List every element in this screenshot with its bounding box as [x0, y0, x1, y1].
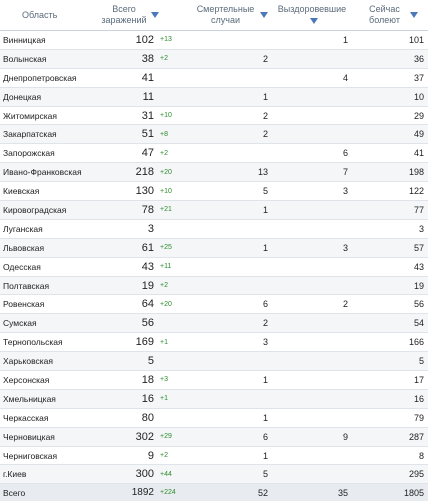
cell-sick: 122	[352, 182, 428, 201]
cell-total: 19	[98, 276, 158, 295]
cell-region: Полтавская	[0, 276, 98, 295]
cell-recovered	[272, 314, 352, 333]
cell-total: 47	[98, 144, 158, 163]
cell-sick: 49	[352, 125, 428, 144]
cell-sick: 287	[352, 427, 428, 446]
cell-recovered: 6	[272, 144, 352, 163]
cell-deaths: 2	[190, 106, 272, 125]
cell-total: 41	[98, 68, 158, 87]
column-header-recovered[interactable]	[272, 0, 352, 31]
column-header-deaths[interactable]	[190, 0, 272, 31]
column-header-sick[interactable]	[352, 0, 428, 31]
cell-sick: 36	[352, 49, 428, 68]
table-row	[0, 352, 428, 371]
cell-delta: +29	[158, 427, 190, 446]
cell-sick: 77	[352, 201, 428, 220]
cell-deaths: 2	[190, 314, 272, 333]
cell-deaths: 1	[190, 446, 272, 465]
cell-recovered: 9	[272, 427, 352, 446]
cell-total: 9	[98, 446, 158, 465]
table-row	[0, 68, 428, 87]
cell-deaths: 13	[190, 163, 272, 182]
deaths-header-label: Смертельные случаи	[196, 4, 255, 25]
cell-region: Черкасская	[0, 408, 98, 427]
cell-deaths	[190, 219, 272, 238]
table-row	[0, 408, 428, 427]
cell-delta: +44	[158, 465, 190, 484]
cell-region: Харьковская	[0, 352, 98, 371]
cell-recovered	[272, 201, 352, 220]
cell-recovered	[272, 257, 352, 276]
cell-total: 61	[98, 238, 158, 257]
cell-deaths: 5	[190, 465, 272, 484]
cell-recovered	[272, 106, 352, 125]
cell-total: 31	[98, 106, 158, 125]
cell-recovered	[272, 465, 352, 484]
cell-delta: +21	[158, 201, 190, 220]
table-row	[0, 87, 428, 106]
cell-region: Ровенская	[0, 295, 98, 314]
cell-deaths: 2	[190, 125, 272, 144]
sort-down-icon[interactable]	[260, 12, 268, 18]
cell-sick: 166	[352, 333, 428, 352]
cell-deaths	[190, 389, 272, 408]
cell-sick: 79	[352, 408, 428, 427]
cell-delta: +10	[158, 106, 190, 125]
cell-delta	[158, 219, 190, 238]
total-row-delta: +224	[158, 484, 190, 501]
table-row	[0, 31, 428, 50]
cell-sick: 5	[352, 352, 428, 371]
cell-total: 18	[98, 371, 158, 390]
cell-region: Одесская	[0, 257, 98, 276]
cell-sick: 8	[352, 446, 428, 465]
cell-delta: +3	[158, 371, 190, 390]
cell-deaths	[190, 352, 272, 371]
table-row	[0, 182, 428, 201]
cell-total: 3	[98, 219, 158, 238]
cell-recovered: 1	[272, 31, 352, 50]
cell-recovered	[272, 87, 352, 106]
cell-region: Хмельницкая	[0, 389, 98, 408]
cell-total: 38	[98, 49, 158, 68]
cell-sick: 3	[352, 219, 428, 238]
table-row	[0, 238, 428, 257]
cell-total: 102	[98, 31, 158, 50]
cell-recovered: 4	[272, 68, 352, 87]
cell-delta	[158, 68, 190, 87]
cell-region: Черновицкая	[0, 427, 98, 446]
cell-total: 302	[98, 427, 158, 446]
cell-region: Волынская	[0, 49, 98, 68]
cell-delta: +1	[158, 389, 190, 408]
total-row-deaths: 52	[190, 484, 272, 501]
cell-region: Тернопольская	[0, 333, 98, 352]
cell-delta: +10	[158, 182, 190, 201]
table-row	[0, 257, 428, 276]
cell-delta: +20	[158, 295, 190, 314]
cell-delta: +2	[158, 144, 190, 163]
cell-sick: 17	[352, 371, 428, 390]
cell-recovered	[272, 276, 352, 295]
cell-delta	[158, 87, 190, 106]
cell-total: 5	[98, 352, 158, 371]
table-row	[0, 125, 428, 144]
cell-total: 300	[98, 465, 158, 484]
cell-region: Сумская	[0, 314, 98, 333]
table-row	[0, 276, 428, 295]
cell-recovered	[272, 446, 352, 465]
cell-recovered	[272, 333, 352, 352]
cell-region: Днепропетровская	[0, 68, 98, 87]
cell-recovered: 2	[272, 295, 352, 314]
cell-recovered: 3	[272, 238, 352, 257]
cell-region: Черниговская	[0, 446, 98, 465]
cell-recovered	[272, 352, 352, 371]
cell-deaths	[190, 31, 272, 50]
column-header-region[interactable]	[0, 0, 98, 31]
table-row	[0, 446, 428, 465]
cell-total: 80	[98, 408, 158, 427]
table-row	[0, 201, 428, 220]
table-row	[0, 163, 428, 182]
cell-deaths: 6	[190, 295, 272, 314]
table-row	[0, 314, 428, 333]
cell-region: Луганская	[0, 219, 98, 238]
cell-delta	[158, 352, 190, 371]
cell-delta: +20	[158, 163, 190, 182]
region-header-label: Область	[22, 9, 58, 20]
cell-recovered	[272, 371, 352, 390]
cell-deaths: 6	[190, 427, 272, 446]
cell-sick: 57	[352, 238, 428, 257]
cell-recovered	[272, 219, 352, 238]
cell-total: 16	[98, 389, 158, 408]
cell-region: Закарпатская	[0, 125, 98, 144]
cell-sick: 10	[352, 87, 428, 106]
cell-recovered	[272, 125, 352, 144]
cell-recovered: 7	[272, 163, 352, 182]
table-row	[0, 371, 428, 390]
cell-region: Житомирская	[0, 106, 98, 125]
cell-deaths: 1	[190, 87, 272, 106]
cell-sick: 29	[352, 106, 428, 125]
total-row-total: 1892	[98, 484, 158, 501]
table-row	[0, 106, 428, 125]
cell-sick: 16	[352, 389, 428, 408]
total-header-label: Всего заражений	[101, 4, 147, 25]
cell-deaths: 5	[190, 182, 272, 201]
recovered-header-label: Выздоровевшие	[277, 4, 347, 14]
table-row	[0, 49, 428, 68]
cell-region: г.Киев	[0, 465, 98, 484]
cell-total: 11	[98, 87, 158, 106]
cell-sick: 54	[352, 314, 428, 333]
table-row	[0, 295, 428, 314]
cell-delta: +2	[158, 49, 190, 68]
cell-total: 43	[98, 257, 158, 276]
cell-deaths	[190, 276, 272, 295]
cell-sick: 56	[352, 295, 428, 314]
cell-deaths: 1	[190, 408, 272, 427]
cell-sick: 295	[352, 465, 428, 484]
cell-total: 51	[98, 125, 158, 144]
sort-down-icon[interactable]	[310, 18, 318, 24]
cell-deaths: 1	[190, 238, 272, 257]
cell-total: 56	[98, 314, 158, 333]
total-row	[0, 484, 428, 501]
header-row	[0, 0, 428, 31]
column-header-total[interactable]	[98, 0, 190, 31]
cell-sick: 19	[352, 276, 428, 295]
cell-delta: +13	[158, 31, 190, 50]
cell-total: 218	[98, 163, 158, 182]
table-row	[0, 427, 428, 446]
cell-region: Ивано-Франковская	[0, 163, 98, 182]
cell-region: Кировоградская	[0, 201, 98, 220]
cell-region: Херсонская	[0, 371, 98, 390]
cell-delta	[158, 408, 190, 427]
table-row	[0, 219, 428, 238]
cell-deaths: 1	[190, 371, 272, 390]
cell-deaths: 1	[190, 201, 272, 220]
table-row	[0, 333, 428, 352]
cell-total: 130	[98, 182, 158, 201]
cell-delta: +2	[158, 446, 190, 465]
cell-recovered	[272, 408, 352, 427]
cell-total: 78	[98, 201, 158, 220]
cell-delta: +11	[158, 257, 190, 276]
cell-region: Донецкая	[0, 87, 98, 106]
cell-total: 169	[98, 333, 158, 352]
cell-recovered	[272, 49, 352, 68]
cell-region: Винницкая	[0, 31, 98, 50]
cell-deaths	[190, 68, 272, 87]
total-row-label: Всего	[0, 484, 98, 501]
cell-delta: +8	[158, 125, 190, 144]
cell-sick: 198	[352, 163, 428, 182]
total-row-sick: 1805	[352, 484, 428, 501]
sort-down-icon[interactable]	[151, 12, 159, 18]
table-row	[0, 465, 428, 484]
sick-header-label: Сейчас болеют	[369, 4, 400, 25]
cell-deaths	[190, 257, 272, 276]
cell-sick: 41	[352, 144, 428, 163]
cell-deaths	[190, 144, 272, 163]
cell-recovered: 3	[272, 182, 352, 201]
cell-region: Запорожская	[0, 144, 98, 163]
cell-recovered	[272, 389, 352, 408]
table-row	[0, 144, 428, 163]
cell-region: Львовская	[0, 238, 98, 257]
cell-delta: +2	[158, 276, 190, 295]
cell-sick: 43	[352, 257, 428, 276]
cell-sick: 101	[352, 31, 428, 50]
sort-down-icon[interactable]	[410, 12, 418, 18]
cell-total: 64	[98, 295, 158, 314]
cell-delta: +1	[158, 333, 190, 352]
cell-delta	[158, 314, 190, 333]
cell-deaths: 2	[190, 49, 272, 68]
cell-region: Киевская	[0, 182, 98, 201]
total-row-recovered: 35	[272, 484, 352, 501]
cell-delta: +25	[158, 238, 190, 257]
cell-deaths: 3	[190, 333, 272, 352]
table-row	[0, 389, 428, 408]
cell-sick: 37	[352, 68, 428, 87]
